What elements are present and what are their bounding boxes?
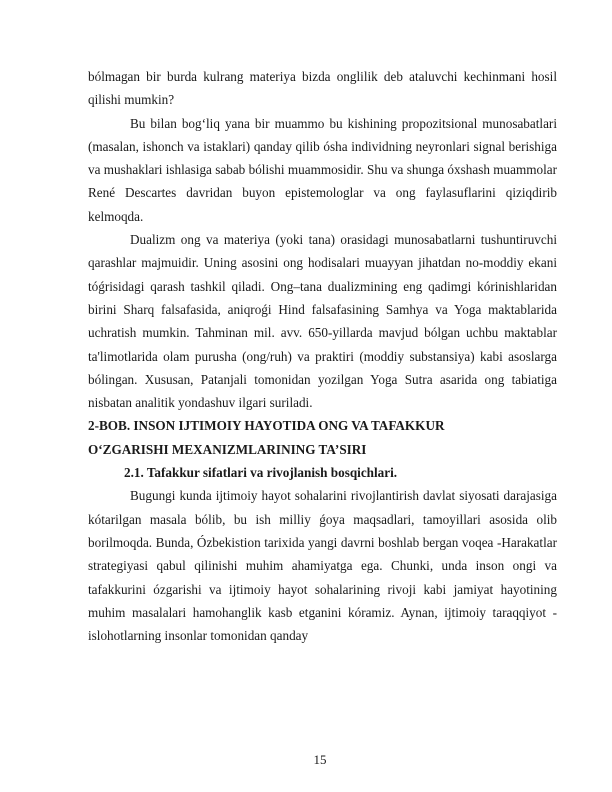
section-heading: 2.1. Tafakkur sifatlari va rivojlanish bosqichlari. [124,465,398,481]
chapter-heading-line-1: 2-BOB. INSON IJTIMOIY HAYOTIDA ONG VA TAFAKKUR [88,418,445,434]
paragraph-1: bólmagan bir burda kulrang materiya bizda onglilik deb ataluvchi kechinmani hosil qilishi mumkin? [88,69,557,108]
page-number: 15 [313,752,327,767]
paragraph-2: Bu bilan bog‘liq yana bir muammo bu kishining propozitsional munosabatlari (masalan, ishonch va istaklari) qanday qilib ósha individning neyronlari signal berishiga va mushaklari ishlasiga sabab bólishi muammosidir. Shu va shunga óxshash muammolar René Descartes davridan buyon epistemologlar va ong faylasuflarini qiziqdirib kelmoqda. [88,115,557,224]
paragraph-4: Bugungi kunda ijtimoiy hayot sohalarini rivojlantirish davlat siyosati darajasiga kótarilgan masala bólib, bu ish milliy ǵoya maqsadlari, tamoyillari asosida olib borilmoqda. Bunda, Ózbekistion tarixida yangi davrni boshlab bergan voqea -Harakatlar strategiyasi qabul qilinishi muhim ahamiyatga ega. Chunki, unda inson ongi va tafakkurini ózgarishi va ijtimoiy hayot sohalarining rivoji kabi jamiyat hayotining muhim masalalari hamohanglik kasb etganini kóramiz. Aynan, ijtimoiy taraqqiyot - islohotlarning insonlar tomonidan qanday [88,488,557,644]
page-body [88,65,557,647]
paragraph-3: Dualizm ong va materiya (yoki tana) orasidagi munosabatlarni tushuntiruvchi qarashlar majmuidir. Uning asosini ong hodisalari muayyan jihatdan no-moddiy ekani tóǵrisidagi qarash tashkil qiladi. Ong–tana dualizmining eng qadimgi kórinishlaridan birini Sharq falsafasida, aniqroǵi Hind falsafasining Samhya va Yoga maktablarida uchratish mumkin. Tahminan mil. avv. 650-yillarda mavjud bólgan uchbu maktablar ta'limotlarida olam purusha (ong/ruh) va praktiri (moddiy substansiya) kabi asoslarga bólingan. Xususan, Patanjali tomonidan yozilgan Yoga Sutra asarida ong tabiatiga nisbatan analitik yondashuv ilgari suriladi. [88,232,557,411]
chapter-heading-line-2: O‘ZGARISHI MEXANIZMLARINING TA’SIRI [88,441,367,457]
